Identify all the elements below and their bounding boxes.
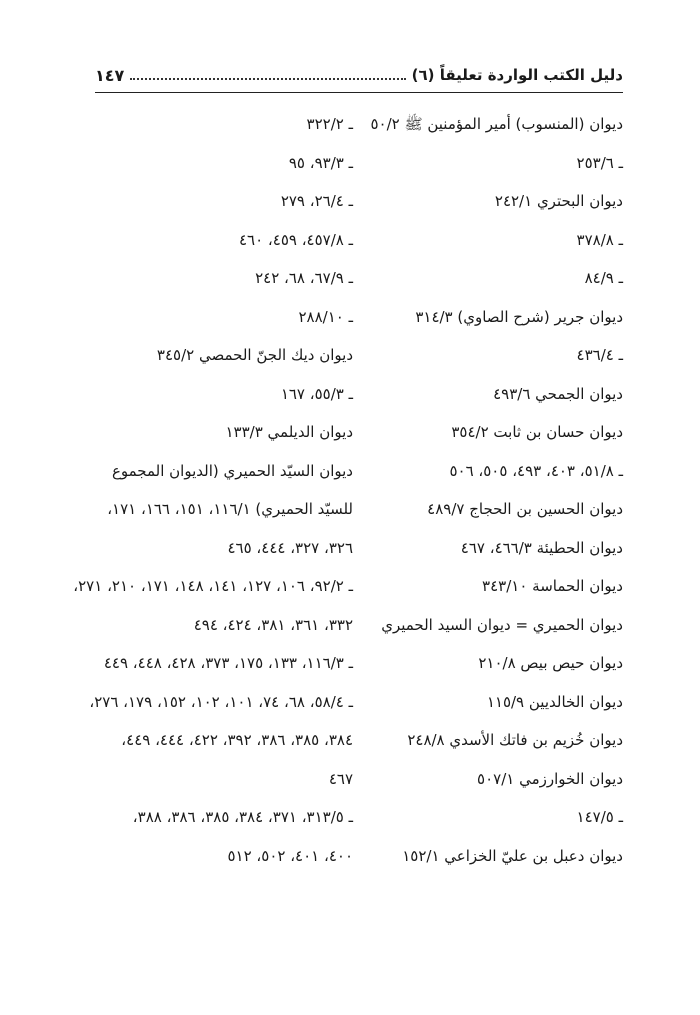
index-entry: ٣٨٤، ٣٨٥، ٣٨٦، ٣٩٢، ٤٢٢، ٤٤٤، ٤٤٩، <box>121 731 353 749</box>
index-entry: ديوان الحطيئة ٤٦٦/٣، ٤٦٧ <box>460 538 623 557</box>
page-number: ١٤٧ <box>95 65 125 85</box>
index-entry: ديوان الديلمي ١٣٣/٣ <box>225 423 353 441</box>
index-entry: ـ ٣١٣/٥، ٣٧١، ٣٨٤، ٣٨٥، ٣٨٦، ٣٨٨، <box>132 808 353 826</box>
header-rule <box>95 92 623 93</box>
index-entry: ٣٢٦، ٣٢٧، ٤٤٤، ٤٦٥ <box>227 538 353 557</box>
index-entry: ـ ٩٣/٣، ٩٥ <box>288 153 353 172</box>
index-entry: ـ ٤٣٦/٤ <box>576 346 623 364</box>
index-entry: ديوان حيص بيص ٢١٠/٨ <box>478 654 623 672</box>
index-entry: ديوان الجمحي ٤٩٣/٦ <box>493 384 623 403</box>
index-entry: ديوان الحسين بن الحجاج ٤٨٩/٧ <box>427 500 623 518</box>
index-entry: ـ ٦٧/٩، ٦٨، ٢٤٢ <box>255 269 353 287</box>
index-entry: ديوان ديك الجنّ الحمصي ٣٤٥/٢ <box>156 346 353 364</box>
index-entry: ديوان خُزيم بن فاتك الأسدي ٢٤٨/٨ <box>407 731 623 749</box>
index-entry: ديوان الخوارزمي ٥٠٧/١ <box>477 769 623 788</box>
dot-leader <box>130 78 405 80</box>
index-entry: ديوان جرير (شرح الصاوي) ٣١٤/٣ <box>415 307 623 326</box>
index-entry: ـ ٥٨/٤، ٦٨، ٧٤، ١٠١، ١٠٢، ١٥٢، ١٧٩، ٢٧٦، <box>89 692 353 711</box>
index-entry: ـ ٥٥/٣، ١٦٧ <box>280 384 353 403</box>
index-entry: ـ ٢٨٨/١٠ <box>298 307 353 326</box>
index-entry: ديوان البحتري ٢٤٢/١ <box>494 192 623 210</box>
index-entry: ديوان حسان بن ثابت ٣٥٤/٢ <box>451 423 623 441</box>
index-entry: ـ ١١٦/٣، ١٣٣، ١٧٥، ٣٧٣، ٤٢٨، ٤٤٨، ٤٤٩ <box>103 654 353 672</box>
index-entry: ـ ٥١/٨، ٤٠٣، ٤٩٣، ٥٠٥، ٥٠٦ <box>449 461 623 480</box>
index-entry: ٤٠٠، ٤٠١، ٥٠٢، ٥١٢ <box>227 846 353 865</box>
index-entry: ـ ٨٤/٩ <box>584 269 623 287</box>
index-entry: ديوان (المنسوب) أمير المؤمنين ﷺ ٥٠/٢ <box>370 115 623 133</box>
index-entry: ٣٣٢، ٣٦١، ٣٨١، ٤٢٤، ٤٩٤ <box>193 615 353 634</box>
index-entry: للسيّد الحميري) ١١٦/١، ١٥١، ١٦٦، ١٧١، <box>107 500 353 518</box>
index-entry: ديوان دعبل بن عليّ الخزاعي ١٥٢/١ <box>402 846 623 865</box>
index-column-right <box>353 105 623 875</box>
index-entry: ـ ٢٦/٤، ٢٧٩ <box>280 192 353 210</box>
index-entry: ٤٦٧ <box>328 769 353 788</box>
index-entry: ـ ٣٧٨/٨ <box>576 230 623 249</box>
index-entry: ديوان الحميري = ديوان السيد الحميري <box>381 615 623 634</box>
index-column-left <box>73 105 353 875</box>
index-entry: ـ ٩٢/٢، ١٠٦، ١٢٧، ١٤١، ١٤٨، ١٧١، ٢١٠، ٢٧١، <box>73 577 353 595</box>
index-entry: ـ ٤٥٧/٨، ٤٥٩، ٤٦٠ <box>238 230 353 249</box>
running-title: دليل الكتب الواردة تعليقاً (٦) <box>411 66 623 84</box>
index-entry: ـ ٢٥٣/٦ <box>576 153 623 172</box>
index-entry: ـ ١٤٧/٥ <box>576 808 623 826</box>
index-entry: ـ ٣٢٢/٢ <box>306 115 353 133</box>
page-header <box>95 60 623 90</box>
index-entry: ديوان الحماسة ٣٤٣/١٠ <box>482 577 623 595</box>
index-entry: ديوان الخالديين ١١٥/٩ <box>486 692 623 711</box>
index-entry: ديوان السيّد الحميري (الديوان المجموع <box>111 461 353 480</box>
